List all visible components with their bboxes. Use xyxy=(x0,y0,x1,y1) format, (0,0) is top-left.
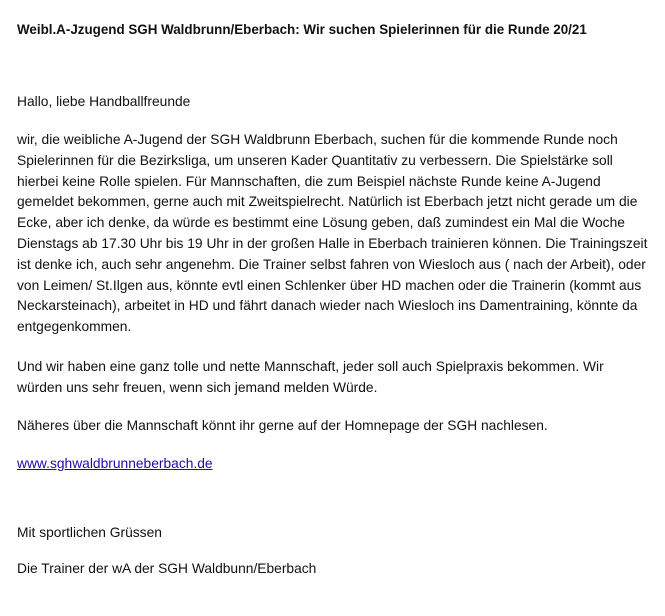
closing-line: Mit sportlichen Grüssen xyxy=(17,525,162,540)
paragraph-more-info: Näheres über die Mannschaft könnt ihr gerne auf der Homnepage der SGH nachlesen. xyxy=(17,418,548,433)
greeting: Hallo, liebe Handballfreunde xyxy=(17,94,191,109)
document-title: Weibl.A-Jzugend SGH Waldbrunn/Eberbach: Wir suchen Spielerinnen für die Runde 20/21 xyxy=(17,22,587,37)
signature: Die Trainer der wA der SGH Waldbunn/Eberbach xyxy=(17,561,317,576)
paragraph-recruitment: wir, die weibliche A-Jugend der SGH Waldbrunn Eberbach, suchen für die kommende Runde noch Spielerinnen für die Bezirksliga, um unseren Kader Quantitativ zu verbessern. Die Spielstärke soll hierbei keine Rolle spielen. Für Mannschaften, die zum Beispiel nächste Runde keine A-Jugend gemeldet bekommen, gerne auch mit Zweitspielrecht. Natürlich ist Eberbach jetzt nicht gerade um die Ecke, aber ich denke, da würde es bestimmt eine Lösung geben, daß zumindest ein Mal die Woche Dienstags ab 17.30 Uhr bis 19 Uhr in der großen Halle in Eberbach trainieren können. Die Trainingszeit ist denke ich, auch sehr angenehm. Die Trainer selbst fahren von Wiesloch aus ( nach der Arbeit), oder von Leimen/ St.Ilgen aus, könnte evtl einen Schlenker über HD machen oder die Trainerin (kommt aus Neckarsteinach), arbeitet in HD und fährt danach wieder nach Wiesloch ins Damentraining, könnte da entgegenkommen. xyxy=(17,132,648,335)
website-link[interactable]: www.sghwaldbrunneberbach.de xyxy=(17,456,213,471)
paragraph-team: Und wir haben eine ganz tolle und nette Mannschaft, jeder soll auch Spielpraxis bekommen. Wir würden uns sehr freuen, wenn sich jemand melden Würde. xyxy=(17,359,604,395)
